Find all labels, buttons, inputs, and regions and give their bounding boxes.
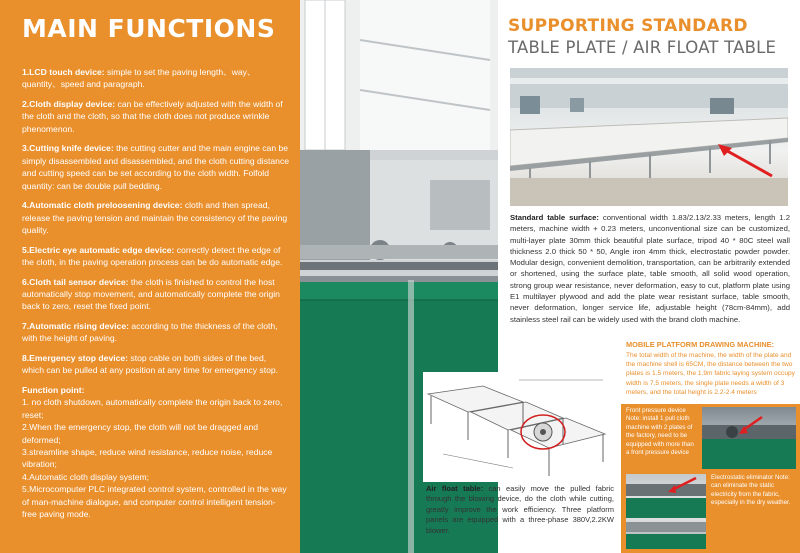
factory-table-illustration (510, 68, 788, 206)
function-item (22, 352, 290, 377)
function-head: 8.Emergency stop device: (22, 353, 129, 364)
air-float-head: Air float table: (426, 484, 484, 493)
standard-surface-text: conventional width 1.83/2.13/2.33 meters, length 1.2 meters, machine width + 0.23 meters, unconventional size can be customized, multi-layer plate 30mm thick beautiful plate surface, tripod 40 * 80C steel wall thickness 2.0 thick 50 * 50, Angle iron 4mm thick, electrostatic powder powder. Modular design, convenient demolition, transportation, can be arbitrarily extended or shortened, using the surface plate, table smooth, all solid wood operation, strong group wear resistance, never deformation, easy to cut, platform plate using E1 multilayer plywood and add the plate wear resistant surface, table smooth, never deformation, longer service life, adjustable height (78cm-84mm), add stainless steel rail can be widely used with the brand cloth machine. (510, 213, 790, 324)
function-head: 2.Cloth display device: (22, 99, 116, 109)
function-head: 6.Cloth tail sensor device: (22, 276, 129, 287)
function-item (22, 66, 290, 91)
function-point: 3.streamline shape, reduce wind resistance, reduce noise, reduce vibration; (22, 447, 273, 470)
function-head: 5.Electric eye automatic edge device: (22, 244, 175, 255)
standard-surface-head: Standard table surface: (510, 213, 599, 222)
function-text: can be effectively adjusted with the width of the cloth and the cloth, so that the cloth does not produce wrinkle phenomenon. (22, 99, 283, 134)
function-item (22, 142, 290, 192)
electrostatic-eliminator-photo (626, 474, 706, 549)
function-point: 1. no cloth shutdown, automatically complete the origin back to zero, reset; (22, 397, 283, 420)
function-item (22, 199, 290, 236)
function-text: cloth and then spread, release the paving tension and maintain the consistency of the paving quality. (22, 200, 288, 236)
function-item (22, 320, 290, 345)
eliminator-illustration (626, 474, 706, 549)
section-subtitle: TABLE PLATE / AIR FLOAT TABLE (508, 38, 777, 57)
function-item (22, 244, 290, 269)
function-text: correctly detect the edge of the cloth, in the paving operation process can be do automatic edge. (22, 244, 283, 268)
function-head: 7.Automatic rising device: (22, 321, 129, 332)
electrostatic-eliminator-note: Electrostatic eliminator Note: can eliminate the static electricity from the fabric, especially in the dry weather. (710, 474, 796, 518)
function-item (22, 276, 290, 313)
section-title: SUPPORTING STANDARD (508, 16, 748, 36)
main-functions-panel (0, 0, 300, 553)
standard-surface-description (510, 212, 790, 325)
standard-table-photo (510, 68, 788, 206)
air-float-table-diagram (423, 372, 611, 482)
air-float-table-description (426, 484, 614, 536)
mobile-platform-text: The total width of the machine, the width of the plate and the machine shell is 65CM, the distance between the two plates is 1.5 meters, the 1.9m fabric laying system occupy width is 7.5 meters, the single plate needs a width of 3 meters, and the total height is 2.2-2.4 meters (626, 352, 795, 396)
front-pressure-note: Front pressure device Note: install 1 pull cloth machine with 2 plates of the factory, need to be equipped with more than a front pressure device (626, 407, 698, 457)
function-head: 3.Cutting knife device: (22, 143, 114, 154)
function-text: simple to set the paving length、way、quantity、speed and paragraph. (22, 67, 256, 90)
air-float-table-illustration (423, 372, 611, 482)
function-text: stop cable on both sides of the bed, which can be pulled at any position at any time for emergency stop. (22, 353, 279, 376)
air-float-text: can easily move the pulled fabric through the blowing device, do the cloth while cutting, greatly improve the work efficiency. Three platform panels are equipped with a three-phase 380V,2.2KW blower. (426, 484, 614, 535)
function-head: 1.LCD touch device: (22, 67, 105, 77)
mobile-platform-title: MOBILE PLATFORM DRAWING MACHINE: (626, 340, 775, 349)
function-text: the cutting cutter and the main engine can be simply disassembled and disassembled, and the cloth cutting distance and cutting speed can be set according to the cloth width. Folfold quantity: can be double pull bedding. (22, 143, 290, 191)
function-item (22, 98, 290, 135)
main-functions-title: MAIN FUNCTIONS (22, 14, 276, 43)
function-point-title: Function point: (22, 385, 85, 396)
function-text: the cloth is finished to control the host automatically stop movement, and automatically complete the origin back to zero, reset the fixed point. (22, 276, 280, 312)
function-point: 5.Microcomputer PLC integrated control system, controlled in the way of man-machine dialogue, and computer control intelligent tension-free paving mode. (22, 484, 287, 520)
function-text: according to the thickness of the cloth, with the height of paving. (22, 321, 278, 344)
front-pressure-photo (702, 407, 796, 469)
front-pressure-illustration (702, 407, 796, 469)
function-head: 4.Automatic cloth preloosening device: (22, 200, 183, 211)
function-point: 4.Automatic cloth display system; (22, 471, 150, 482)
function-point: 2.When the emergency stop, the cloth will not be dragged and deformed; (22, 422, 258, 445)
